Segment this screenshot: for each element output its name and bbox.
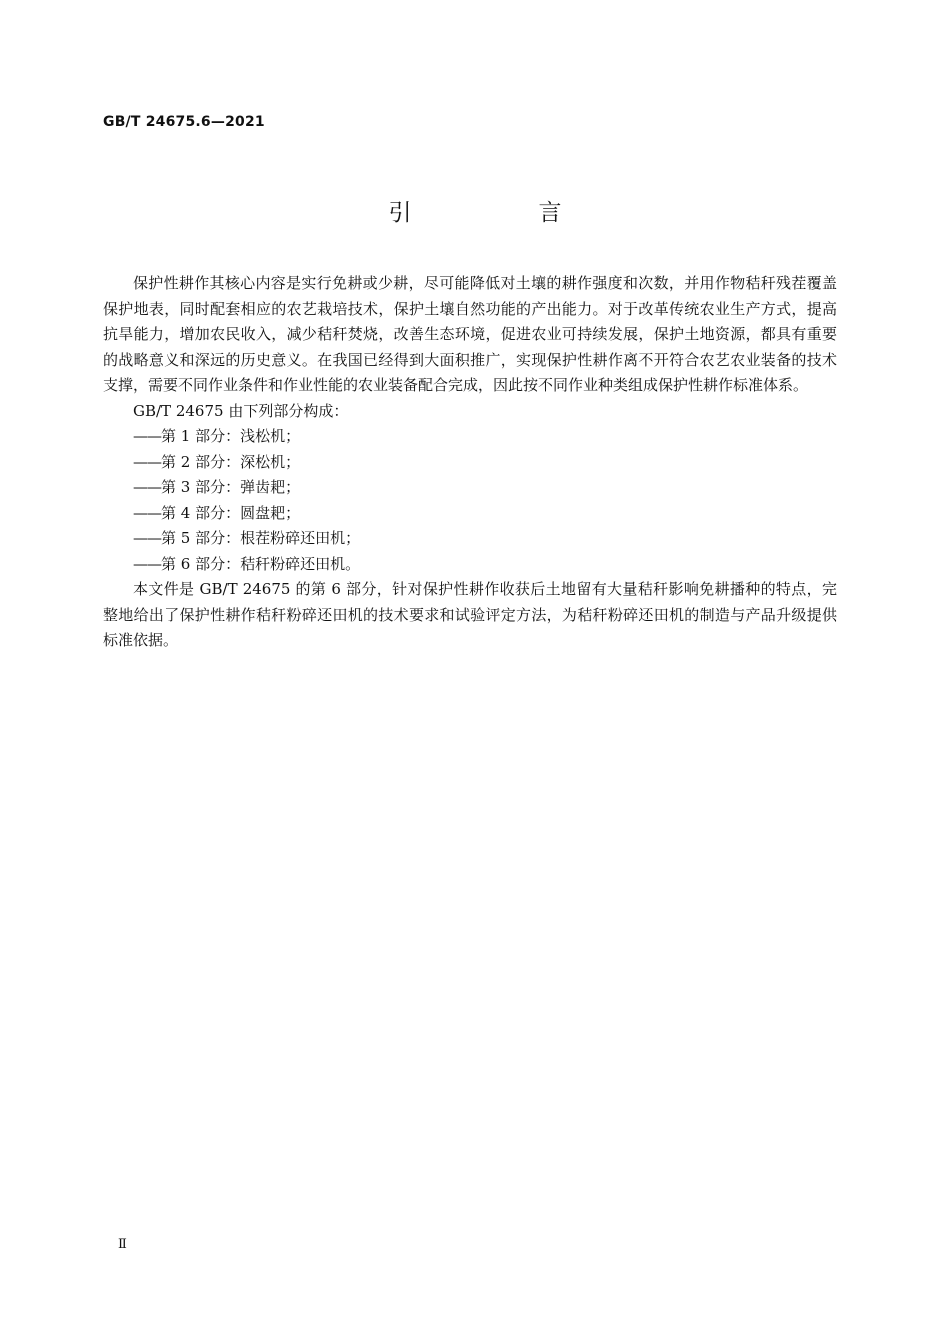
list-item bbox=[103, 450, 837, 476]
list-dash: —— bbox=[133, 427, 161, 445]
list-dash: —— bbox=[133, 452, 161, 471]
standard-code-header: GB/T 24675.6—2021 bbox=[103, 114, 265, 130]
list-dash: —— bbox=[133, 529, 161, 547]
closing-paragraph: 本文件是 GB/T 24675 的第 6 部分，针对保护性耕作收获后土地留有大量秸秆影响免耕播种的特点，完整地给出了保护性耕作秸秆粉碎还田机的技术要求和试验评定方法，为秸秆粉碎还田机的制造与产品升级提供标准依据。 bbox=[103, 580, 837, 649]
list-dash: —— bbox=[133, 554, 161, 573]
page-title: 引 言 bbox=[388, 200, 614, 226]
list-dash: —— bbox=[133, 503, 161, 522]
list-item-text: 第 4 部分：圆盘耙； bbox=[161, 503, 301, 522]
document-body bbox=[103, 271, 837, 654]
list-item-text: 第 2 部分：深松机； bbox=[161, 452, 301, 471]
list-item bbox=[103, 552, 837, 578]
list-item bbox=[103, 501, 837, 527]
parts-list bbox=[103, 424, 837, 577]
list-item bbox=[103, 526, 837, 552]
intro-paragraph: 保护性耕作其核心内容是实行免耕或少耕，尽可能降低对土壤的耕作强度和次数，并用作物秸秆残茬覆盖保护地表，同时配套相应的农艺栽培技术，保护土壤自然功能的产出能力。对于改革传统农业生产方式，提高抗旱能力，增加农民收入，减少秸秆焚烧，改善生态环境，促进农业可持续发展，保护土地资源，都具有重要的战略意义和深远的历史意义。在我国已经得到大面积推广，实现保护性耕作离不开符合农艺农业装备的技术支撑，需要不同作业条件和作业性能的农业装备配合完成，因此按不同作业种类组成保护性耕作标准体系。 bbox=[103, 274, 837, 394]
list-item bbox=[103, 475, 837, 501]
list-item-text: 第 6 部分：秸秆粉碎还田机。 bbox=[161, 554, 361, 573]
list-dash: —— bbox=[133, 478, 161, 496]
list-item-text: 第 3 部分：弹齿耙； bbox=[161, 478, 301, 496]
list-item-text: 第 5 部分：根茬粉碎还田机； bbox=[161, 529, 361, 547]
list-item bbox=[103, 424, 837, 450]
parts-lead-paragraph: GB/T 24675 由下列部分构成： bbox=[133, 401, 349, 420]
page-number: Ⅱ bbox=[118, 1237, 127, 1252]
list-item-text: 第 1 部分：浅松机； bbox=[161, 427, 301, 445]
